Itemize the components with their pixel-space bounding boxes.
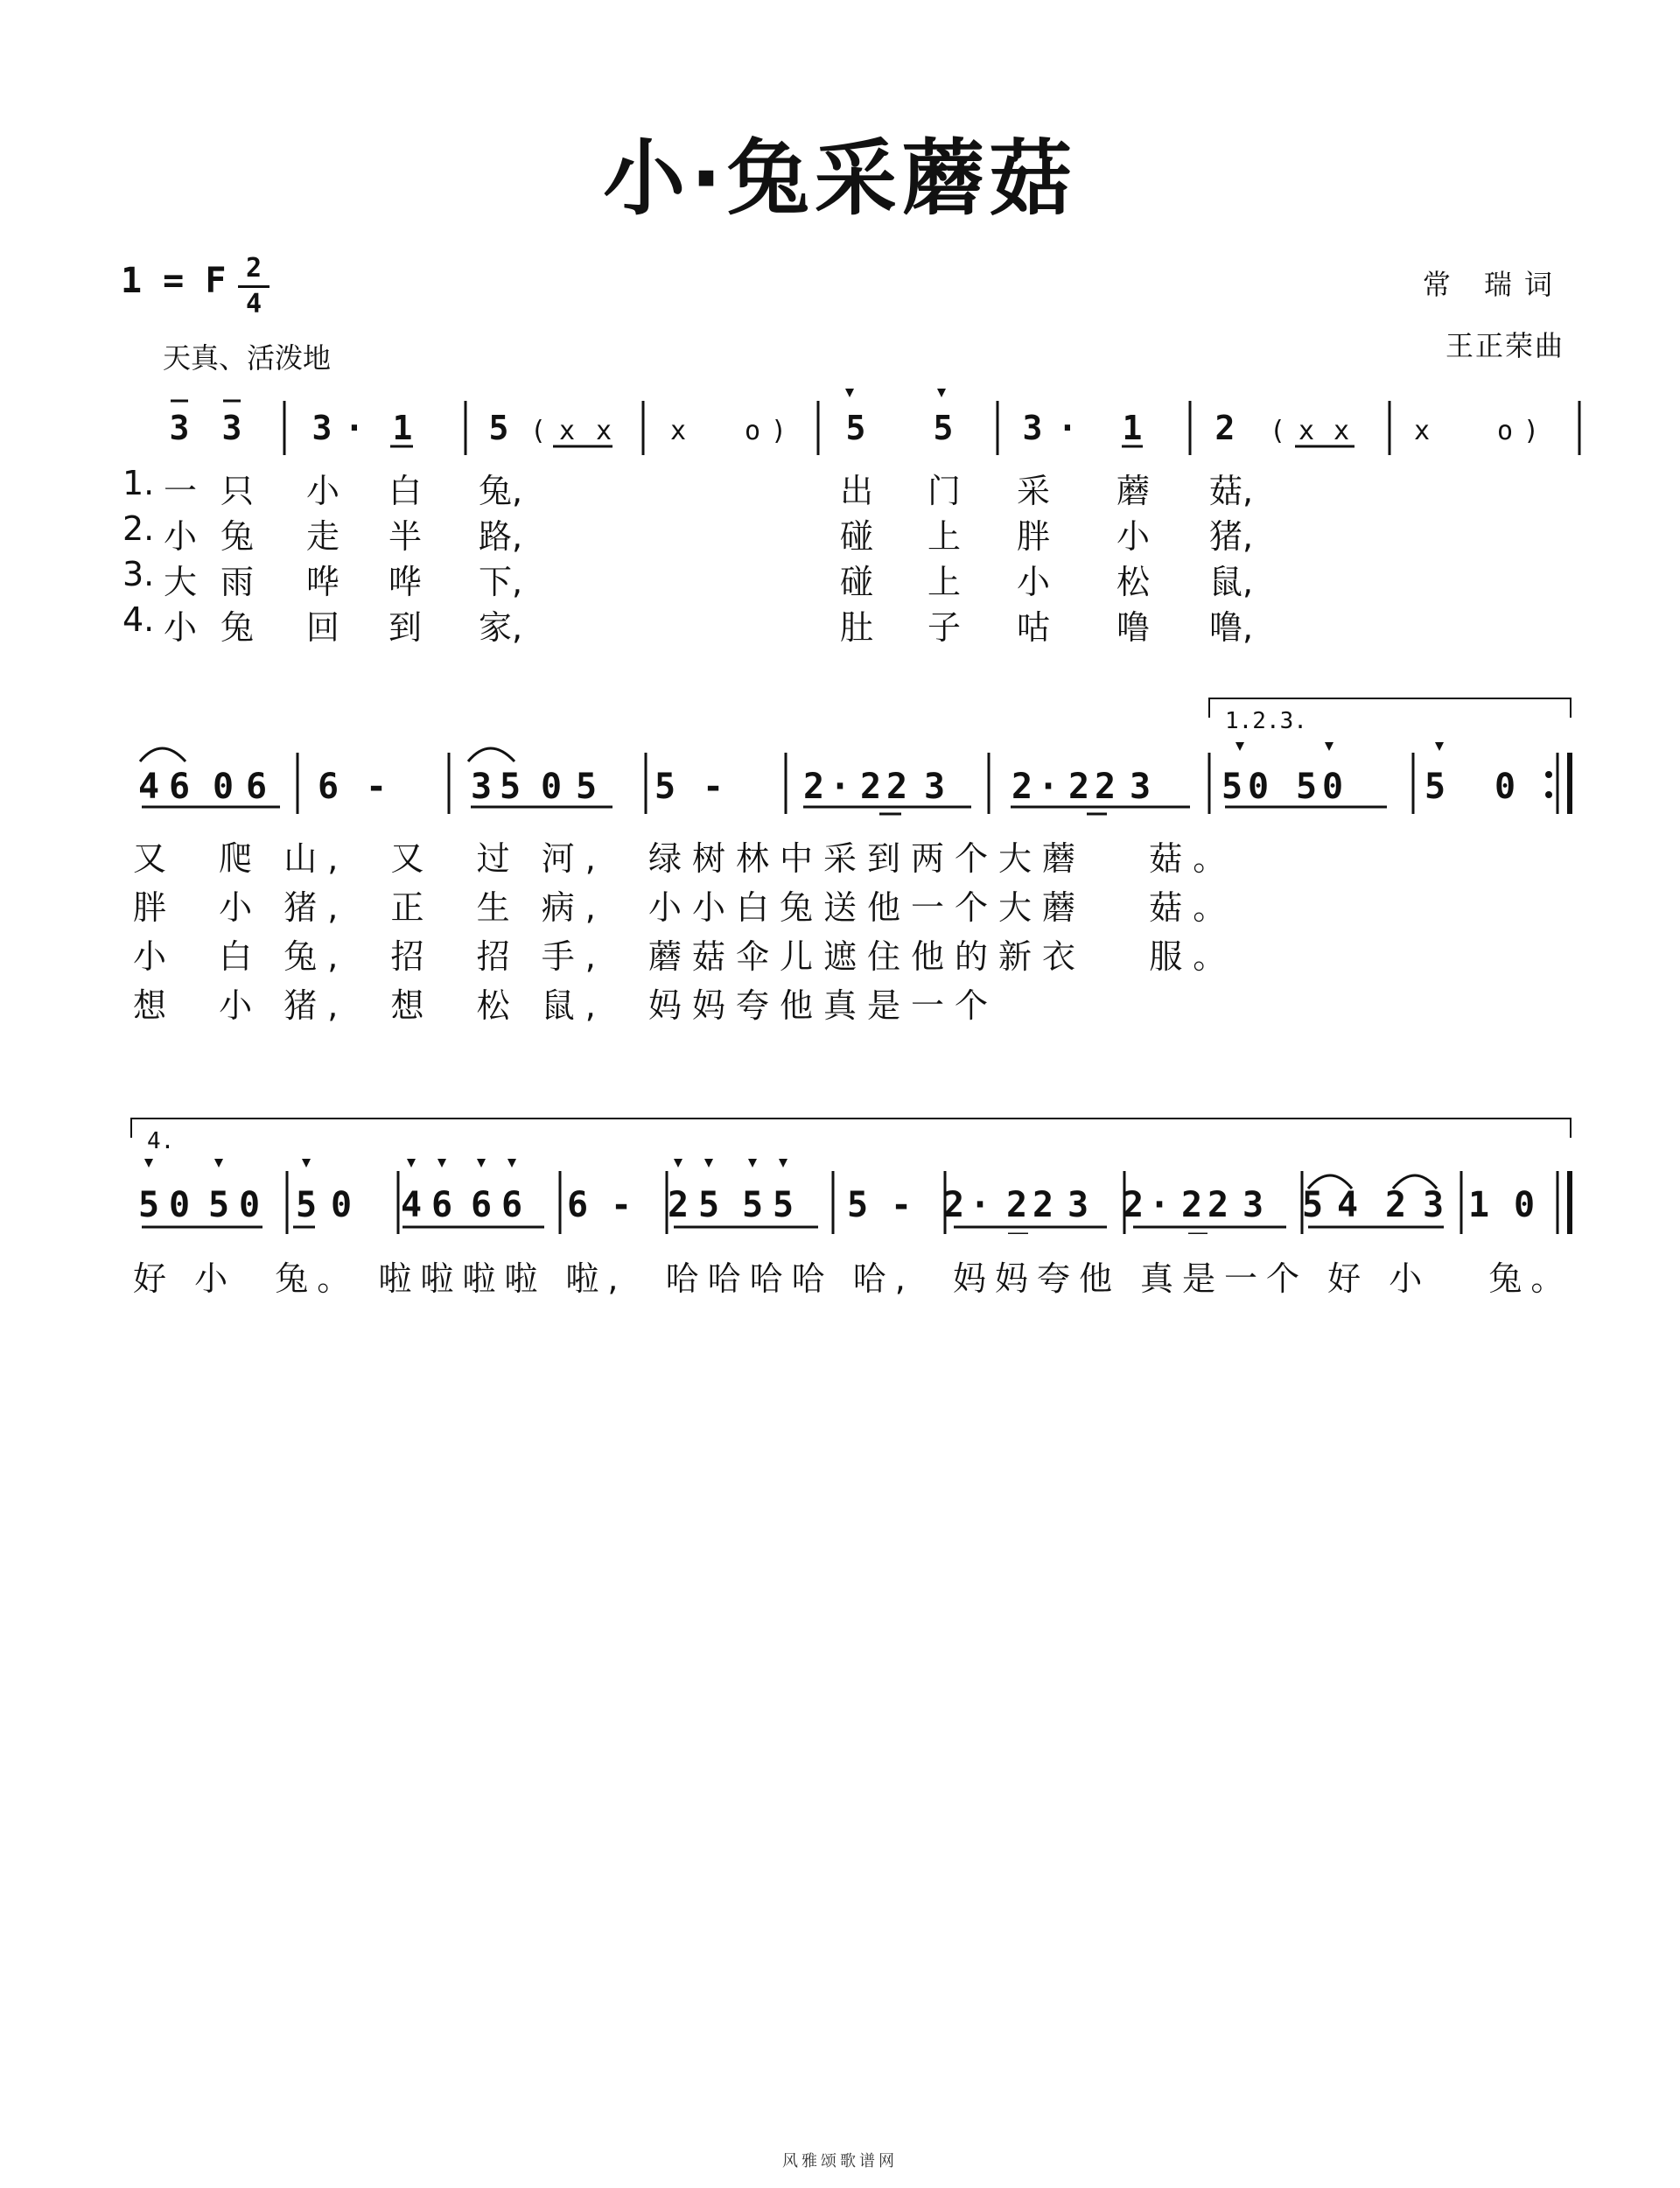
score-line-2 (0, 691, 1680, 1025)
lyric-syllable: 小 (1116, 517, 1151, 556)
note: 2 (1122, 1185, 1144, 1225)
key-signature: 1 = F (121, 261, 227, 301)
note: x (1298, 416, 1315, 446)
lyric-syllable: 大 (164, 563, 198, 601)
note: 6 (430, 1185, 453, 1225)
line-3-notation (0, 1112, 1680, 1234)
note: 2 (886, 767, 908, 807)
note: 5 (488, 409, 509, 447)
note: 6 (566, 1185, 589, 1225)
note: 2 (859, 767, 882, 807)
note: ) (1522, 416, 1540, 446)
lyric-syllable: 兔 (220, 608, 255, 647)
accent-mark (704, 1159, 713, 1168)
lyric-syllable: 雨 (220, 563, 255, 601)
time-signature (238, 254, 270, 319)
lyric-syllable: 噜, (1209, 608, 1254, 647)
note: - (702, 767, 724, 807)
note: 5 (697, 1185, 720, 1225)
note: 2 (667, 1185, 690, 1225)
lyric-syllable: 蘑 (1116, 472, 1151, 510)
note: 4 (400, 1185, 423, 1225)
lyric-syllable: 兔 (220, 517, 255, 556)
note: 5 (575, 767, 598, 807)
accent-mark (438, 1159, 446, 1168)
song-title: 小·兔采蘑菇 (603, 131, 1077, 227)
note: - (610, 1185, 633, 1225)
second-ending-label: 4. (147, 1128, 175, 1154)
time-signature-bar (238, 285, 270, 288)
note: 2 (942, 1185, 965, 1225)
note: 2 (1011, 767, 1033, 807)
note: 6 (168, 767, 191, 807)
lyric-line: 想 小 猪, 想 松 鼠, 妈妈夸他真是一个 (133, 986, 998, 1025)
note: 0 (212, 767, 234, 807)
note: 4 (1336, 1185, 1359, 1225)
note: 6 (470, 1185, 493, 1225)
lyric-line: 小 白 兔, 招 招 手, 蘑菇伞儿遮住他的新衣 服。 (133, 937, 1237, 976)
lyric-syllable: 门 (928, 472, 962, 510)
lyric-syllable: 家, (479, 608, 523, 647)
note: 3 (923, 767, 946, 807)
note: 2 (1384, 1185, 1407, 1225)
time-signature-bottom: 4 (245, 289, 262, 319)
note: 5 (845, 409, 866, 447)
lyric-syllable: 肚 (840, 608, 874, 647)
note: x (595, 416, 612, 446)
lyric-syllable: 松 (1116, 563, 1151, 601)
note: o (1496, 416, 1514, 446)
note: 0 (1247, 767, 1270, 807)
verse-number: 3. (122, 555, 155, 593)
note: 2 (1214, 409, 1236, 447)
note: · (829, 767, 851, 807)
lyric-syllable: 小 (1017, 563, 1051, 601)
note: x (669, 416, 687, 446)
note: 5 (295, 1185, 318, 1225)
note: 3 (470, 767, 493, 807)
time-signature-top: 2 (245, 253, 262, 284)
lyric-syllable: 白 (388, 472, 423, 510)
note: 6 (245, 767, 268, 807)
note: · (1148, 1185, 1171, 1225)
lyric-syllable: 咕 (1017, 608, 1051, 647)
accent-mark (508, 1159, 516, 1168)
note: 5 (772, 1185, 794, 1225)
note: 5 (1221, 767, 1243, 807)
note: 2 (1005, 1185, 1028, 1225)
note: 0 (1513, 1185, 1536, 1225)
lyric-syllable: 碰 (840, 563, 874, 601)
lyric-syllable: 哗 (306, 563, 340, 601)
score-line-3 (0, 1112, 1680, 1298)
note: 3 (1242, 1185, 1264, 1225)
note: 5 (1424, 767, 1446, 807)
note: 3 (169, 409, 190, 447)
lyric-syllable: 子 (928, 608, 962, 647)
verse-number: 1. (122, 464, 155, 502)
first-ending-label: 1.2.3. (1225, 708, 1307, 734)
lyric-syllable: 只 (220, 472, 255, 510)
lyric-syllable: 回 (306, 608, 340, 647)
lyric-syllable: 小 (306, 472, 340, 510)
lyric-syllable: 半 (388, 517, 423, 556)
lyric-syllable: 菇, (1209, 472, 1254, 510)
note: 5 (499, 767, 522, 807)
note: 5 (137, 1185, 160, 1225)
lyric-syllable: 上 (928, 517, 962, 556)
lyric-syllable: 下, (479, 563, 523, 601)
note: 3 (312, 409, 332, 447)
lyric-syllable: 小 (164, 517, 198, 556)
note: 2 (1207, 1185, 1229, 1225)
lyric-syllable: 出 (840, 472, 874, 510)
note: 0 (238, 1185, 261, 1225)
accent-mark (214, 1159, 223, 1168)
note: 5 (1295, 767, 1318, 807)
note: 6 (317, 767, 340, 807)
note: ( (529, 416, 547, 446)
lyric-line: 好 小 兔。 啦啦啦啦 啦, 哈哈哈哈 哈, 妈妈夸他 真是一个 好 小 兔。 (133, 1259, 1573, 1298)
note: · (1057, 409, 1078, 447)
note: 0 (168, 1185, 191, 1225)
note: 6 (500, 1185, 523, 1225)
lyricist-credit: 常 瑞词 (1422, 268, 1564, 301)
note: 3 (1422, 1185, 1445, 1225)
note: x (558, 416, 576, 446)
note: 5 (1301, 1185, 1324, 1225)
site-footer: 风雅颂歌谱网 (782, 2152, 898, 2170)
note: 2 (1094, 767, 1116, 807)
accent-mark (779, 1159, 788, 1168)
lyric-syllable: 一 (164, 472, 198, 510)
note: 1 (1122, 409, 1143, 447)
verse-number: 4. (122, 600, 155, 639)
composer-credit: 王正荣曲 (1445, 329, 1564, 362)
note: ) (770, 416, 788, 446)
note: 1 (1467, 1185, 1490, 1225)
tempo-marking: 天真、活泼地 (163, 341, 332, 375)
note: 2 (1068, 767, 1090, 807)
note: - (365, 767, 388, 807)
note: · (344, 409, 365, 447)
lyric-syllable: 路, (479, 517, 523, 556)
note: 5 (741, 1185, 764, 1225)
note: 3 (1067, 1185, 1089, 1225)
lyric-syllable: 小 (164, 608, 198, 647)
lyric-syllable: 到 (388, 608, 423, 647)
lyric-line: 又 爬 山, 又 过 河, 绿树林中采到两个大蘑 菇。 (133, 839, 1237, 878)
lyric-syllable: 哗 (388, 563, 423, 601)
accent-mark (144, 1159, 153, 1168)
note: 3 (1022, 409, 1043, 447)
note: 0 (1321, 767, 1344, 807)
line-2-notation (0, 691, 1680, 840)
note: 0 (330, 1185, 353, 1225)
note: o (744, 416, 761, 446)
note: - (890, 1185, 913, 1225)
lyric-syllable: 上 (928, 563, 962, 601)
lyric-syllable: 鼠, (1209, 563, 1254, 601)
lyric-syllable: 采 (1017, 472, 1051, 510)
lyric-syllable: 兔, (479, 472, 523, 510)
note: 5 (207, 1185, 230, 1225)
lyric-syllable: 胖 (1017, 517, 1051, 556)
lyric-syllable: 噜 (1116, 608, 1151, 647)
note: x (1333, 416, 1350, 446)
note: ( (1269, 416, 1286, 446)
accent-mark (407, 1159, 416, 1168)
note: 2 (802, 767, 825, 807)
note: 5 (846, 1185, 869, 1225)
note: x (1413, 416, 1431, 446)
lyric-syllable: 走 (306, 517, 340, 556)
note: 2 (1180, 1185, 1203, 1225)
note: 5 (654, 767, 676, 807)
lyric-syllable: 碰 (840, 517, 874, 556)
note: · (969, 1185, 991, 1225)
note: 1 (392, 409, 413, 447)
note: 5 (933, 409, 954, 447)
verse-number: 2. (122, 509, 155, 548)
note: 2 (1032, 1185, 1054, 1225)
lyric-line: 胖 小 猪, 正 生 病, 小小白兔送他一个大蘑 菇。 (133, 888, 1237, 927)
note: 4 (137, 767, 160, 807)
note: 3 (1129, 767, 1152, 807)
accent-mark (302, 1159, 311, 1168)
note: 3 (221, 409, 242, 447)
accent-mark (748, 1159, 757, 1168)
score-line-1 (0, 385, 1680, 647)
lyric-syllable: 猪, (1209, 517, 1254, 556)
note: · (1037, 767, 1060, 807)
note: 0 (540, 767, 563, 807)
accent-mark (477, 1159, 486, 1168)
accent-mark (674, 1159, 682, 1168)
note: 0 (1494, 767, 1516, 807)
